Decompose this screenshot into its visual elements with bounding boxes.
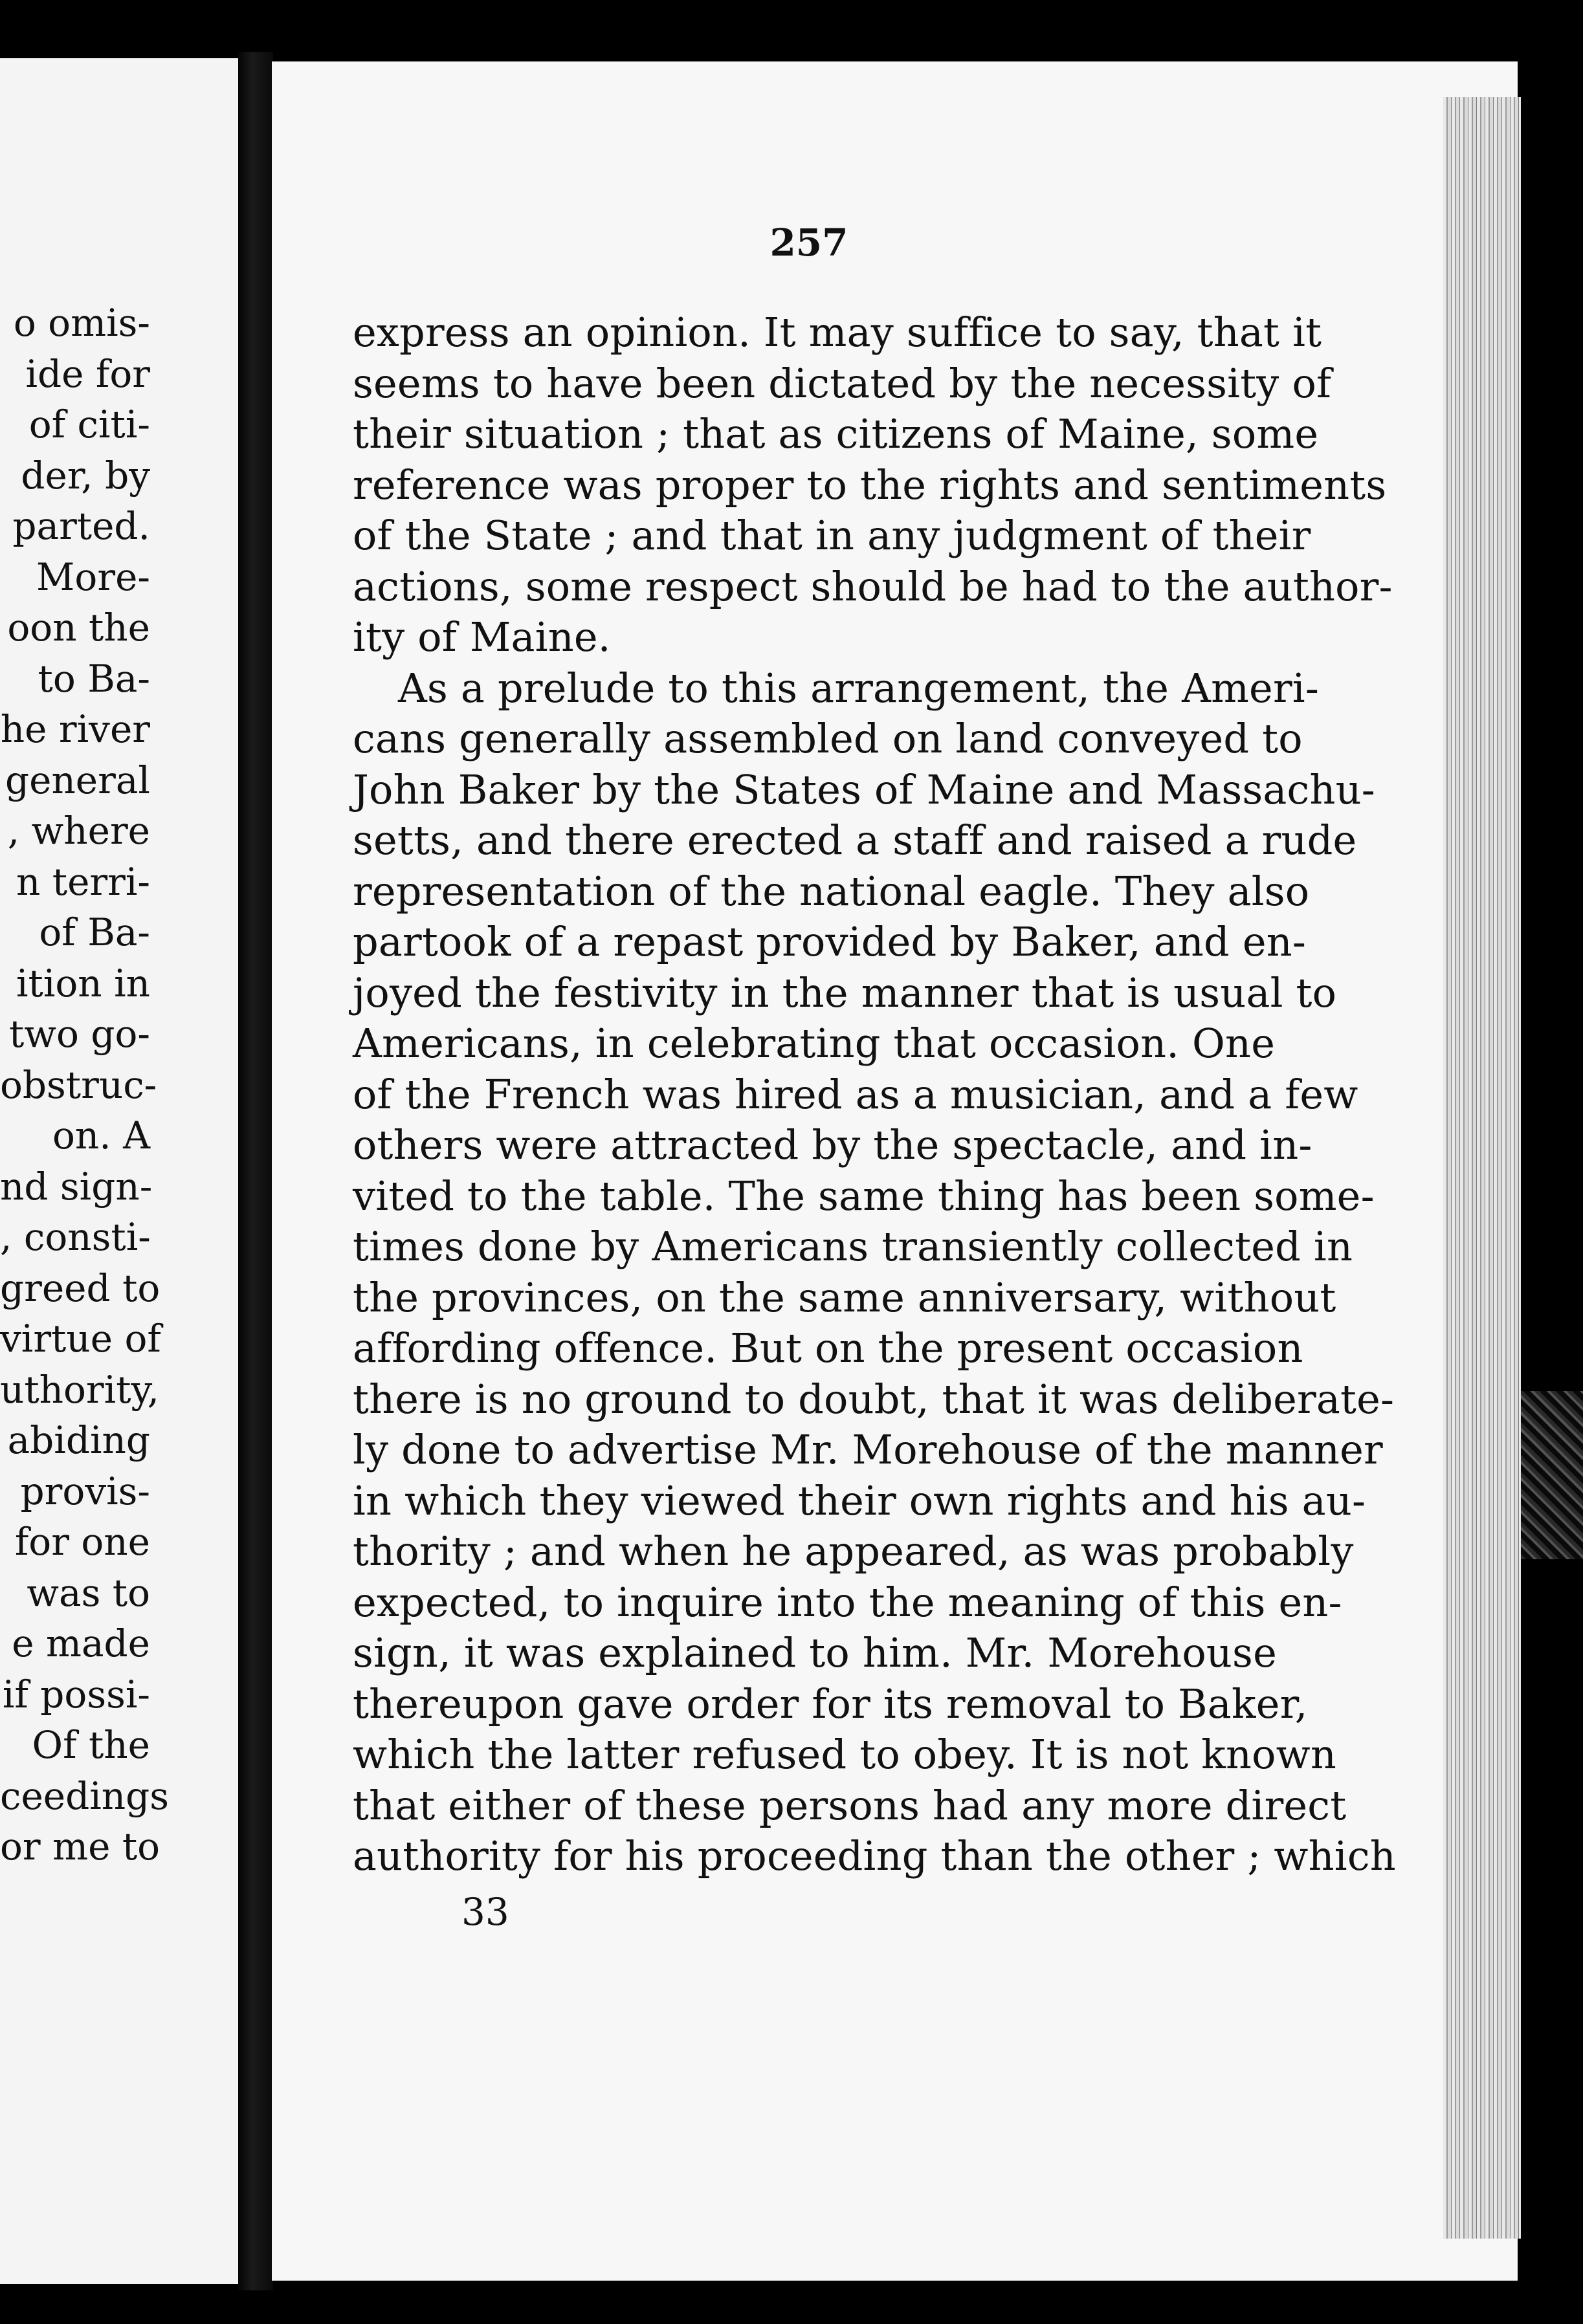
left-text-line: was to: [27, 1570, 150, 1615]
left-text-line: parted.: [12, 504, 150, 548]
left-facing-page: [0, 58, 238, 2284]
left-text-line: der, by: [21, 453, 150, 498]
left-text-line: uthority,: [0, 1367, 160, 1412]
text-line: John Baker by the States of Maine and Massachu-: [353, 765, 1375, 813]
left-text-line: for one: [14, 1520, 150, 1564]
text-line: authority for his proceeding than the other ; which: [353, 1832, 1396, 1880]
left-text-line: ition in: [16, 961, 150, 1005]
text-line: ity of Maine.: [353, 613, 611, 661]
left-text-line: o omis-: [13, 301, 150, 345]
text-line: seems to have been dictated by the necessity of: [353, 359, 1332, 407]
text-line: sign, it was explained to him. Mr. Morehouse: [353, 1629, 1277, 1676]
left-text-line: More-: [36, 554, 150, 599]
text-line: that either of these persons had any more direct: [353, 1781, 1347, 1829]
body-text: [353, 307, 1396, 1882]
text-line: the provinces, on the same anniversary, without: [353, 1273, 1336, 1321]
text-line: partook of a repast provided by Baker, and en-: [353, 918, 1307, 965]
left-text-line: if possi-: [2, 1672, 150, 1716]
left-page-text: [0, 298, 170, 1872]
left-text-line: ceedings: [0, 1773, 170, 1818]
text-line: ly done to advertise Mr. Morehouse of the manner: [353, 1426, 1383, 1473]
left-text-line: virtue of: [0, 1317, 161, 1361]
left-text-line: or me to: [0, 1825, 161, 1869]
text-line: expected, to inquire into the meaning of this en-: [353, 1578, 1342, 1626]
text-line: their situation ; that as citizens of Maine, some: [353, 410, 1319, 457]
left-text-line: on. A: [52, 1113, 150, 1157]
text-line: representation of the national eagle. They also: [353, 867, 1310, 915]
text-line: thereupon gave order for its removal to Baker,: [353, 1680, 1308, 1727]
text-line: in which they viewed their own rights and his au-: [353, 1476, 1366, 1524]
left-text-line: n terri-: [16, 859, 150, 904]
paragraph-start-line: As a prelude to this arrangement, the Ameri-: [398, 664, 1319, 712]
left-text-line: of Ba-: [39, 910, 150, 954]
text-line: there is no ground to doubt, that it was deliberate-: [353, 1375, 1395, 1423]
left-text-line: ide for: [25, 351, 150, 396]
left-text-line: Of the: [32, 1723, 150, 1767]
text-line: affording offence. But on the present occasion: [353, 1324, 1303, 1372]
text-line: which the latter refused to obey. It is not known: [353, 1731, 1337, 1778]
text-line: actions, some respect should be had to the author-: [353, 562, 1393, 610]
text-line: express an opinion. It may suffice to say, that it: [353, 309, 1322, 356]
left-text-line: abiding: [7, 1418, 150, 1462]
left-text-line: of citi-: [28, 402, 150, 446]
text-line: setts, and there erected a staff and raised a rude: [353, 817, 1357, 864]
left-text-line: he river: [0, 707, 150, 751]
left-text-line: e made: [12, 1621, 150, 1665]
signature-mark: 33: [461, 1890, 509, 1934]
left-text-line: greed to: [0, 1266, 161, 1310]
left-text-line: general: [5, 758, 150, 802]
left-text-line: , where: [7, 809, 150, 853]
book-gutter: [238, 52, 273, 2290]
left-text-line: two go-: [9, 1012, 150, 1056]
text-line: of the State ; and that in any judgment of their: [353, 512, 1311, 559]
left-text-line: nd sign-: [0, 1164, 153, 1209]
scan-edge-noise: [1521, 1391, 1583, 1559]
page-number: 257: [769, 221, 848, 265]
text-line: of the French was hired as a musician, and a few: [353, 1070, 1358, 1118]
text-line: reference was proper to the rights and sentiments: [353, 461, 1387, 509]
page-edges: [1443, 97, 1521, 2239]
text-line: times done by Americans transiently collected in: [353, 1223, 1353, 1270]
left-text-line: , consti-: [0, 1215, 151, 1259]
left-text-line: provis-: [20, 1469, 150, 1513]
text-line: others were attracted by the spectacle, and in-: [353, 1121, 1312, 1168]
text-line: joyed the festivity in the manner that is usual to: [353, 969, 1337, 1016]
text-line: cans generally assembled on land conveyed to: [353, 715, 1303, 762]
text-line: Americans, in celebrating that occasion. One: [353, 1020, 1276, 1067]
left-text-line: obstruc-: [0, 1062, 157, 1107]
left-text-line: to Ba-: [38, 656, 150, 701]
text-line: vited to the table. The same thing has been some-: [353, 1172, 1375, 1220]
left-text-line: oon the: [7, 606, 150, 650]
text-line: thority ; and when he appeared, as was probably: [353, 1528, 1354, 1575]
